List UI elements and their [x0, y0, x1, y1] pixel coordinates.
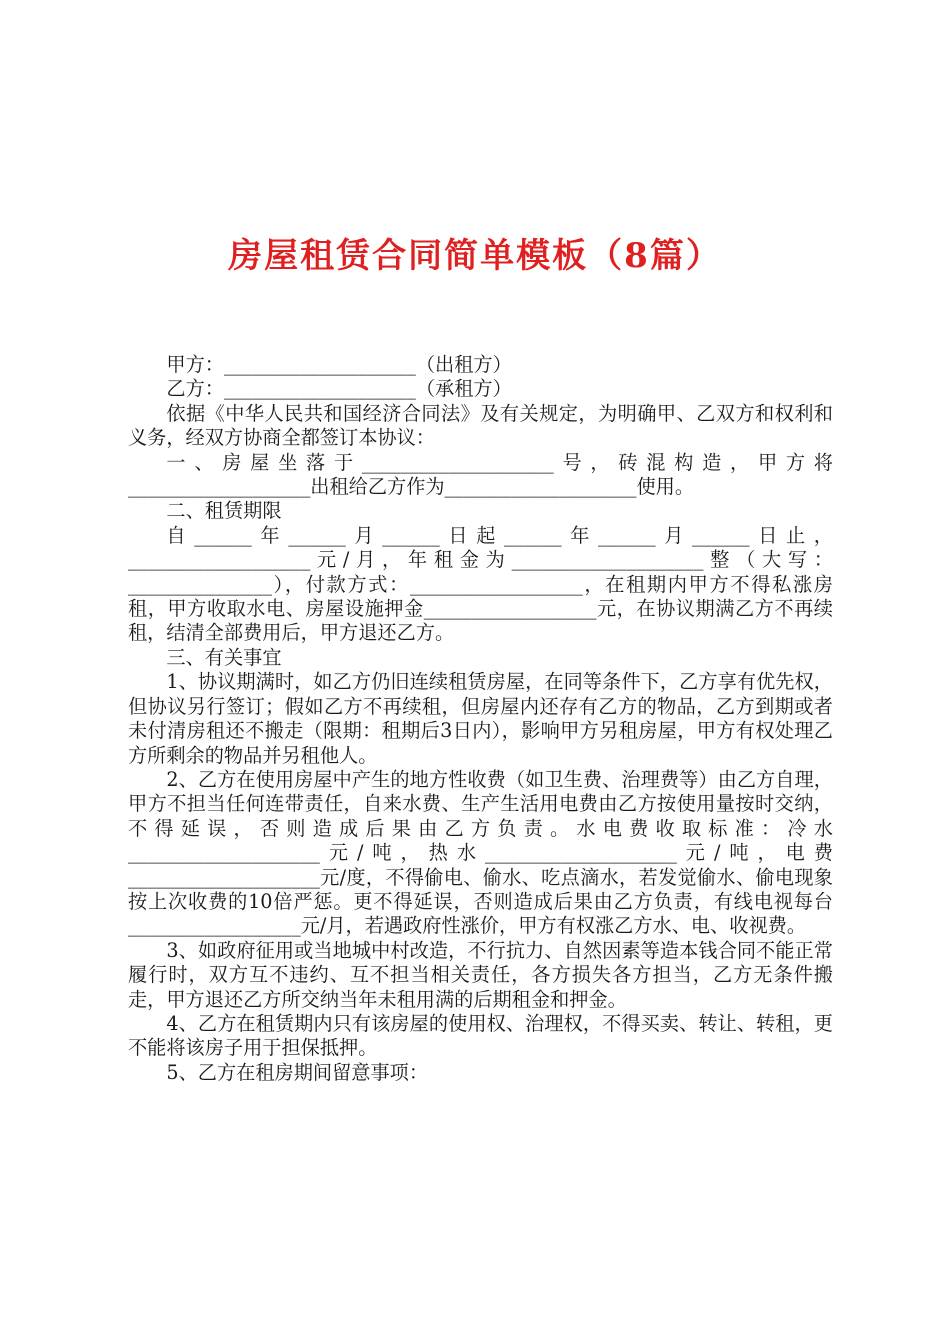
clause-5: 5、乙方在租房期间留意事项： [166, 1060, 429, 1084]
clause-4: 4、乙方在租赁期内只有该房屋的使用权、治理权，不得买卖、转让、转租，更不能将该房子用于担保抵押。 [128, 1011, 833, 1060]
section-2-lease-term: 自______年______月______日起______年______月______日止，___________________元/月，年租金为____________________整（大写：_______________），付款方式：__________________，在租期内甲方不得私涨房租，甲方收取水电、房屋设施押金__________________元，在协议期满乙方不再续租，结清全部费用后，甲方退还乙方。 [128, 523, 833, 645]
party-a-line: 甲方：____________________（出租方） [166, 353, 512, 376]
party-b-line: 乙方：____________________（承租方） [166, 377, 512, 401]
section-3-heading: 三、有关事宜 [166, 645, 282, 669]
section-1-property: 一、房屋坐落于____________________号，砖混构造，甲方将___________________出租给乙方作为____________________使用。 [128, 450, 833, 499]
preamble-paragraph: 依据《中华人民共和国经济合同法》及有关规定，为明确甲、乙双方和权利和义务，经双方协商全都签订本协议： [128, 401, 833, 450]
clause-3: 3、如政府征用或当地城中村改造，不行抗力、自然因素等造本钱合同不能正常履行时，双方互不违约、互不担当相关责任，各方损失各方担当，乙方无条件搬走，甲方退还乙方所交纳当年未租用满的后期租金和押金。 [128, 938, 833, 1011]
document-title: 房屋租赁合同简单模板（8篇） [228, 235, 722, 276]
clause-1: 1、协议期满时，如乙方仍旧连续租赁房屋，在同等条件下，乙方享有优先权，但协议另行签订；假如乙方不再续租，但房屋内还存有乙方的物品，乙方到期或者未付清房租还不搬走（限期：租期后3日内），影响甲方另租房屋，甲方有权处理乙方所剩余的物品并另租他人。 [128, 670, 833, 767]
document-body [128, 353, 833, 1085]
clause-2: 2、乙方在使用房屋中产生的地方性收费（如卫生费、治理费等）由乙方自理，甲方不担当任何连带责任，自来水费、生产生活用电费由乙方按使用量按时交纳，不得延误，否则造成后果由乙方负责。水电费收取标准：冷水____________________元/吨，热水____________________元/吨，电费____________________元/度，不得偷电、偷水、吃点滴水，若发觉偷水、偷电现象按上次收费的10倍严惩。更不得延误，否则造成后果由乙方负责，有线电视每台__________________元/月，若遇政府性涨价，甲方有权涨乙方水、电、收视费。 [128, 767, 833, 938]
section-2-heading: 二、租赁期限 [166, 499, 282, 523]
